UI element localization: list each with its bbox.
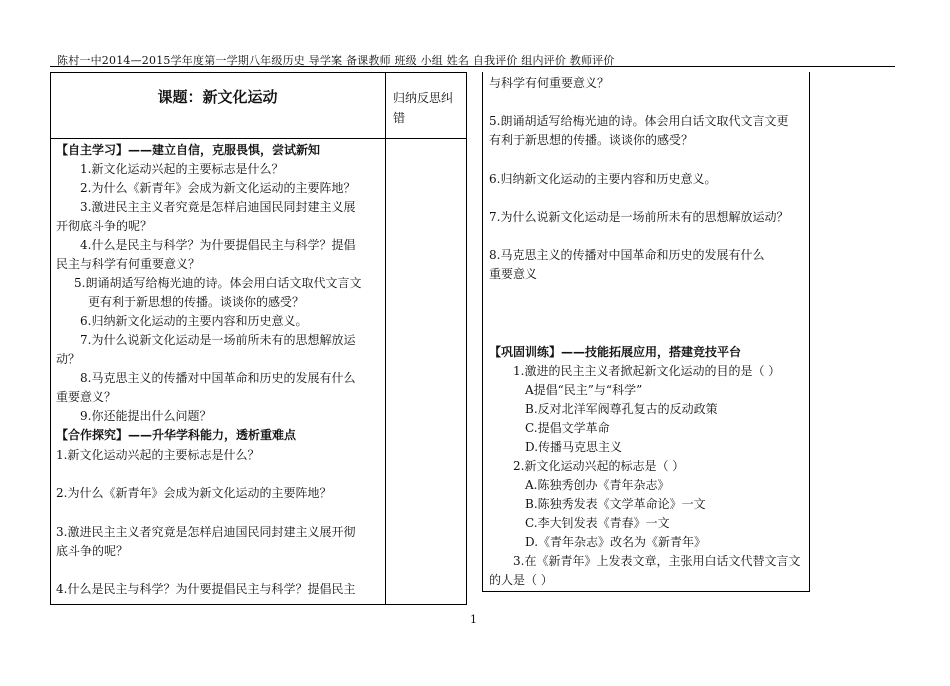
inquiry-item: 有利于新思想的传播。谈谈你的感受？ <box>489 133 694 147</box>
self-study-item: 8.马克思主义的传播对中国革命和历史的发展有什么 <box>80 371 356 385</box>
self-study-item: 9.你还能提出什么问题？ <box>80 409 212 423</box>
inquiry-item: 重要意义 <box>489 267 538 281</box>
inquiry-item: 与科学有何重要意义？ <box>489 76 610 90</box>
reflect-column-label: 归纳反思纠错 <box>393 91 454 125</box>
header-rule <box>50 66 895 67</box>
lesson-title: 课题：新文化运动 <box>157 88 278 106</box>
inquiry-item: 6.归纳新文化运动的主要内容和历史意义。 <box>489 172 717 186</box>
answer-option: B.反对北洋军阀尊孔复古的反动政策 <box>525 402 718 416</box>
inquiry-item: 8.马克思主义的传播对中国革命和历史的发展有什么 <box>489 248 765 262</box>
self-study-item: 4.什么是民主与科学？为什要提倡民主与科学？提倡 <box>80 238 356 252</box>
title-row-divider <box>50 138 467 139</box>
self-study-item: 2.为什么《新青年》会成为新文化运动的主要阵地？ <box>80 181 356 195</box>
answer-option: C.李大钊发表《青春》一文 <box>525 516 670 530</box>
inquiry-item: 2.为什么《新青年》会成为新文化运动的主要阵地？ <box>56 486 332 500</box>
self-study-item: 1.新文化运动兴起的主要标志是什么？ <box>80 162 284 176</box>
inquiry-item: 1.新文化运动兴起的主要标志是什么？ <box>56 448 260 462</box>
answer-option: C.提倡文学革命 <box>525 421 610 435</box>
document-header: 陈村一中2014—2015学年度第一学期八年级历史 导学案 备课教师 班级 小组 姓名 自我评价 组内评价 教师评价 <box>57 54 615 67</box>
self-study-item: 开彻底斗争的呢？ <box>56 219 153 233</box>
self-study-item: 更有利于新思想的传播。谈谈你的感受？ <box>88 295 305 309</box>
answer-option: A.陈独秀创办《青年杂志》 <box>525 478 670 492</box>
self-study-item: 动？ <box>56 352 81 366</box>
cooperative-inquiry-heading: 【合作探究】——升华学科能力，透析重难点 <box>56 428 297 442</box>
self-study-item: 民主与科学有何重要意义？ <box>56 257 201 271</box>
question: 2.新文化运动兴起的标志是（ ） <box>513 459 685 473</box>
inquiry-item: 4.什么是民主与科学？为什要提倡民主与科学？提倡民主 <box>56 582 356 596</box>
question: 的人是（ ） <box>489 573 553 587</box>
self-study-item: 3.激进民主主义者究竟是怎样启迪国民同封建主义展 <box>80 200 356 214</box>
practice-heading: 【巩固训练】——技能拓展应用，搭建竞技平台 <box>489 345 742 359</box>
inquiry-item: 底斗争的呢？ <box>56 544 129 558</box>
answer-option: D.《青年杂志》改名为《新青年》 <box>525 535 707 549</box>
inquiry-item: 7.为什么说新文化运动是一场前所未有的思想解放运动？ <box>489 210 789 224</box>
answer-option: A提倡“民主”与“科学” <box>525 383 643 397</box>
self-study-item: 重要意义？ <box>56 390 117 404</box>
inquiry-item: 5.朗诵胡适写给梅光迪的诗。体会用白话文取代文言文更 <box>489 114 789 128</box>
self-study-item: 7.为什么说新文化运动是一场前所未有的思想解放运 <box>80 333 356 347</box>
page-number: 1 <box>470 613 477 626</box>
inquiry-item: 3.激进民主主义者究竟是怎样启迪国民同封建主义展开彻 <box>56 525 356 539</box>
self-study-item: 6.归纳新文化运动的主要内容和历史意义。 <box>80 314 308 328</box>
left-table-divider <box>385 72 386 605</box>
answer-option: B.陈独秀发表《文学革命论》一文 <box>525 497 706 511</box>
question: 1.激进的民主主义者掀起新文化运动的目的是（ ） <box>513 364 781 378</box>
self-study-item: 5.朗诵胡适写给梅光迪的诗。体会用白话文取代文言文 <box>74 276 362 290</box>
answer-option: D.传播马克思主义 <box>525 440 623 454</box>
question: 3.在《新青年》上发表文章，主张用白话文代替文言文 <box>513 554 801 568</box>
self-study-heading: 【自主学习】——建立自信，克服畏惧，尝试新知 <box>56 143 321 157</box>
